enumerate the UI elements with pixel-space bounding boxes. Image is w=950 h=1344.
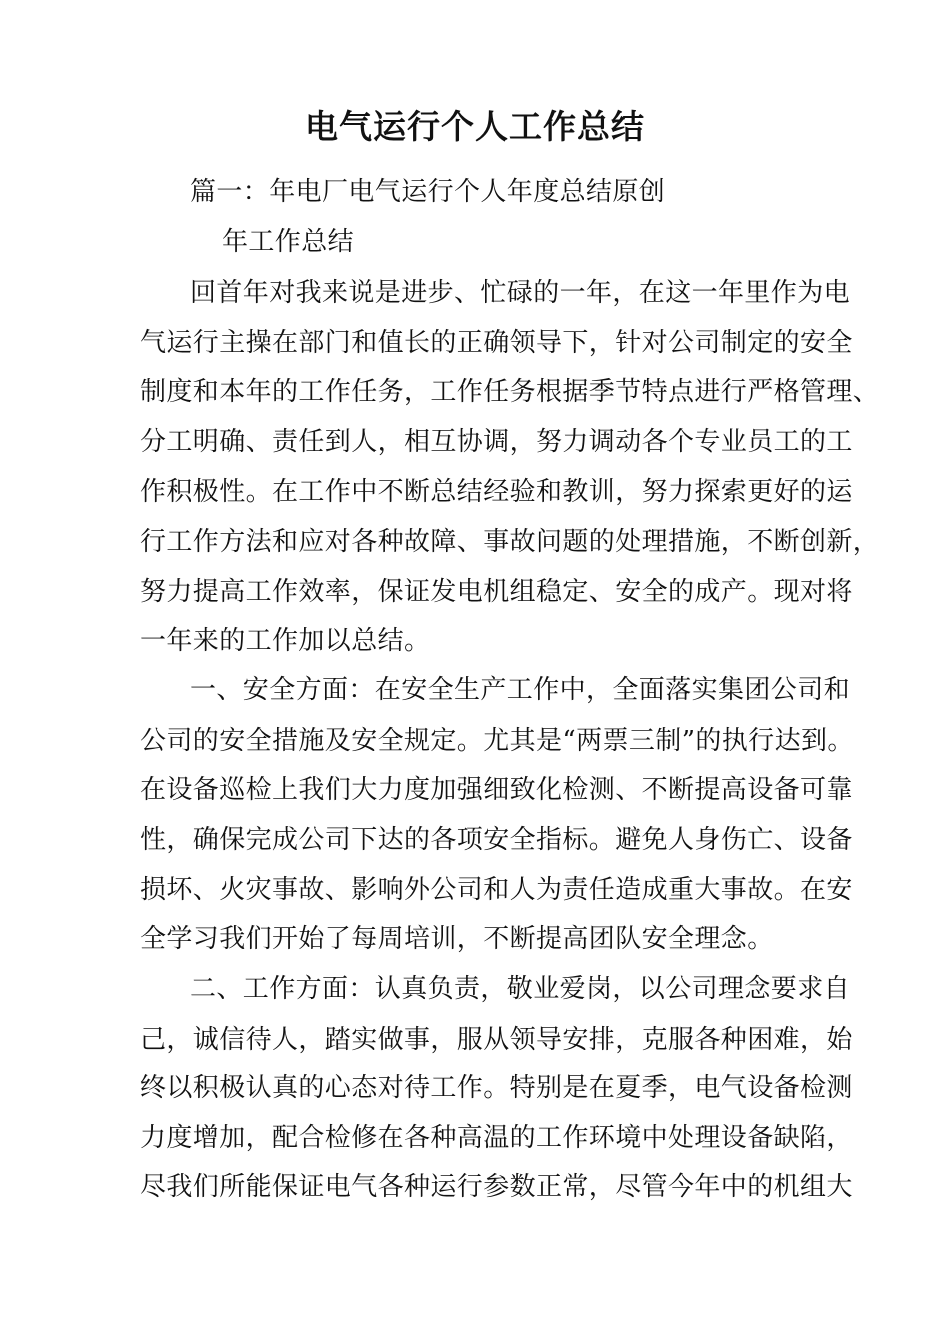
paragraph-2-line-6: 全学习我们开始了每周培训，不断提高团队安全理念。: [140, 924, 774, 954]
paragraph-3-line-5: 尽我们所能保证电气各种运行参数正常，尽管今年中的机组大: [140, 1172, 853, 1202]
paragraph-1-line-1: 回首年对我来说是进步、忙碌的一年，在这一年里作为电: [190, 278, 851, 308]
paragraph-2-line-5: 损坏、火灾事故、影响外公司和人为责任造成重大事故。在安: [140, 875, 853, 905]
paragraph-2-line-2: 公司的安全措施及安全规定。尤其是“两票三制”的执行达到。: [140, 726, 854, 756]
paragraph-2-line-4: 性，确保完成公司下达的各项安全指标。避免人身伤亡、设备: [140, 825, 853, 855]
paragraph-3-line-2: 己，诚信待人，踏实做事，服从领导安排，克服各种困难，始: [140, 1025, 853, 1055]
paragraph-1-line-6: 行工作方法和应对各种故障、事故问题的处理措施，不断创新，: [140, 527, 880, 557]
paragraph-1-line-4: 分工明确、责任到人，相互协调，努力调动各个专业员工的工: [140, 427, 853, 457]
paragraph-1-line-3: 制度和本年的工作任务，工作任务根据季节特点进行严格管理、: [140, 377, 880, 407]
paragraph-3-line-1: 二、工作方面：认真负责，敬业爱岗，以公司理念要求自: [190, 974, 851, 1004]
paragraph-1-line-2: 气运行主操在部门和值长的正确领导下，针对公司制定的安全: [140, 328, 853, 358]
paragraph-1-line-7: 努力提高工作效率，保证发电机组稳定、安全的成产。现对将: [140, 577, 853, 607]
document-title: 电气运行个人工作总结: [305, 107, 645, 146]
subtitle-line: 篇一：年电厂电气运行个人年度总结原创: [190, 177, 666, 207]
paragraph-2-line-1: 一、安全方面：在安全生产工作中，全面落实集团公司和: [190, 675, 851, 705]
paragraph-1-line-5: 作积极性。在工作中不断总结经验和教训，努力探索更好的运: [140, 477, 853, 507]
paragraph-1-line-8: 一年来的工作加以总结。: [140, 626, 431, 656]
paragraph-3-line-3: 终以积极认真的心态对待工作。特别是在夏季，电气设备检测: [140, 1073, 853, 1103]
paragraph-3-line-4: 力度增加，配合检修在各种高温的工作环境中处理设备缺陷，: [140, 1123, 853, 1153]
paragraph-2-line-3: 在设备巡检上我们大力度加强细致化检测、不断提高设备可靠: [140, 775, 853, 805]
section-heading: 年工作总结: [222, 227, 355, 257]
